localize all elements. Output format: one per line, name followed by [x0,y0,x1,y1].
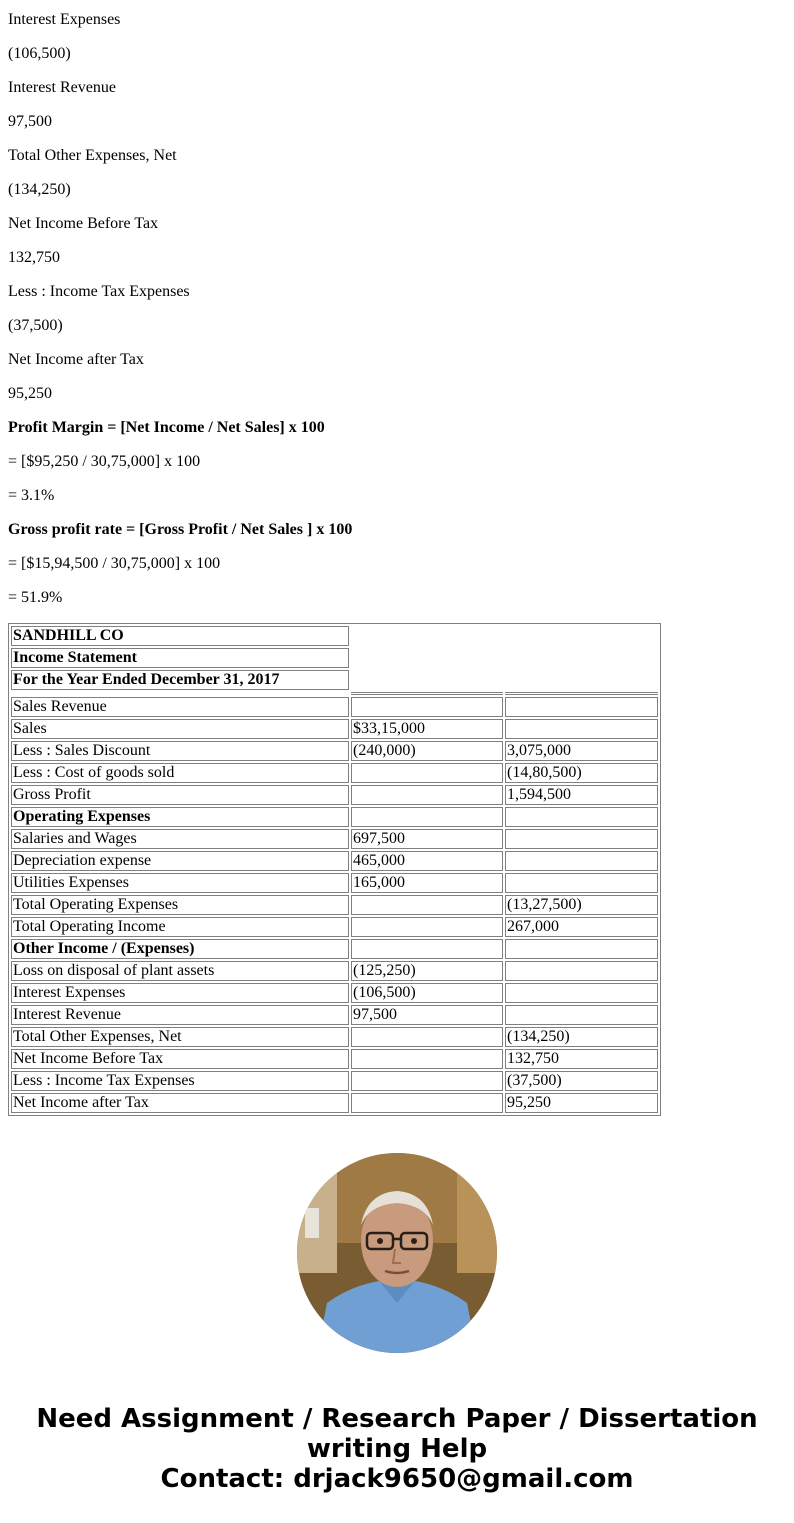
header-spacer [351,626,658,690]
row-total: (134,250) [505,1027,658,1047]
row-label: Net Income Before Tax [11,1049,349,1069]
text-line: = 3.1% [8,487,55,504]
formula-heading: Gross profit rate = [Gross Profit / Net Sales ] x 100 [8,521,353,538]
text-line: = [$15,94,500 / 30,75,000] x 100 [8,555,221,572]
promo-contact: Contact: drjack9650@gmail.com [160,1464,634,1494]
row-amount [351,697,503,717]
row-label: Total Operating Expenses [11,895,349,915]
row-amount [351,807,503,827]
row-total: 3,075,000 [505,741,658,761]
row-total [505,851,658,871]
row-label: Total Operating Income [11,917,349,937]
row-label: Loss on disposal of plant assets [11,961,349,981]
row-amount: (125,250) [351,961,503,981]
row-amount [351,785,503,805]
text-line: 95,250 [8,385,52,402]
row-label: Operating Expenses [11,807,349,827]
statement-row [11,1027,658,1047]
statement-period: For the Year Ended December 31, 2017 [11,670,349,690]
row-label: Utilities Expenses [11,873,349,893]
row-label: Sales Revenue [11,697,349,717]
row-label: Less : Cost of goods sold [11,763,349,783]
row-amount [351,1071,503,1091]
text-line: Net Income after Tax [8,351,144,368]
row-total [505,719,658,739]
header-separator [11,692,658,695]
statement-row [11,719,658,739]
row-total [505,873,658,893]
row-amount [351,1049,503,1069]
author-photo [297,1153,497,1353]
row-total [505,829,658,849]
row-total [505,939,658,959]
row-total: 95,250 [505,1093,658,1113]
statement-row [11,763,658,783]
statement-row [11,1071,658,1091]
row-label: Sales [11,719,349,739]
row-label: Interest Revenue [11,1005,349,1025]
row-amount: 697,500 [351,829,503,849]
text-line: (37,500) [8,317,63,334]
statement-row [11,807,658,827]
formula-heading: Profit Margin = [Net Income / Net Sales] x 100 [8,419,325,436]
row-label: Gross Profit [11,785,349,805]
income-statement-table [8,623,661,1116]
row-amount [351,1027,503,1047]
row-amount: 165,000 [351,873,503,893]
row-amount [351,895,503,915]
row-amount [351,763,503,783]
row-total [505,697,658,717]
row-amount: 465,000 [351,851,503,871]
statement-row [11,917,658,937]
text-line: = [$95,250 / 30,75,000] x 100 [8,453,201,470]
text-line: Interest Expenses [8,11,121,28]
statement-row [11,785,658,805]
statement-row [11,1005,658,1025]
statement-row [11,983,658,1003]
row-label: Net Income after Tax [11,1093,349,1113]
statement-row [11,1093,658,1113]
statement-row [11,873,658,893]
row-amount: $33,15,000 [351,719,503,739]
row-total: (13,27,500) [505,895,658,915]
row-total: (14,80,500) [505,763,658,783]
row-amount: (240,000) [351,741,503,761]
text-line: Interest Revenue [8,79,116,96]
text-line: 132,750 [8,249,60,266]
promo-line-1: Need Assignment / Research Paper / Dissertation [36,1404,758,1434]
statement-row [11,851,658,871]
row-label: Less : Sales Discount [11,741,349,761]
row-amount: (106,500) [351,983,503,1003]
row-total [505,983,658,1003]
author-avatar [297,1153,497,1353]
row-total: 1,594,500 [505,785,658,805]
header-row-company [11,626,658,646]
row-label: Total Other Expenses, Net [11,1027,349,1047]
text-line: (106,500) [8,45,71,62]
row-amount [351,939,503,959]
row-total: (37,500) [505,1071,658,1091]
statement-row [11,939,658,959]
text-line: Less : Income Tax Expenses [8,283,190,300]
text-line: (134,250) [8,181,71,198]
statement-row [11,829,658,849]
promo-line-2: writing Help [306,1434,488,1464]
statement-row [11,697,658,717]
row-total: 267,000 [505,917,658,937]
statement-row [11,961,658,981]
row-label: Interest Expenses [11,983,349,1003]
row-amount [351,1093,503,1113]
text-line: 97,500 [8,113,52,130]
text-line: = 51.9% [8,589,63,606]
row-amount [351,917,503,937]
company-name: SANDHILL CO [11,626,349,646]
promo-footer [0,1404,794,1494]
row-label: Other Income / (Expenses) [11,939,349,959]
row-total [505,807,658,827]
statement-row [11,895,658,915]
text-line: Net Income Before Tax [8,215,159,232]
row-label: Depreciation expense [11,851,349,871]
row-total [505,1005,658,1025]
row-amount: 97,500 [351,1005,503,1025]
text-line: Total Other Expenses, Net [8,147,177,164]
row-label: Salaries and Wages [11,829,349,849]
row-label: Less : Income Tax Expenses [11,1071,349,1091]
statement-title: Income Statement [11,648,349,668]
row-total [505,961,658,981]
row-total: 132,750 [505,1049,658,1069]
statement-row [11,1049,658,1069]
statement-row [11,741,658,761]
solution-text [8,0,788,612]
